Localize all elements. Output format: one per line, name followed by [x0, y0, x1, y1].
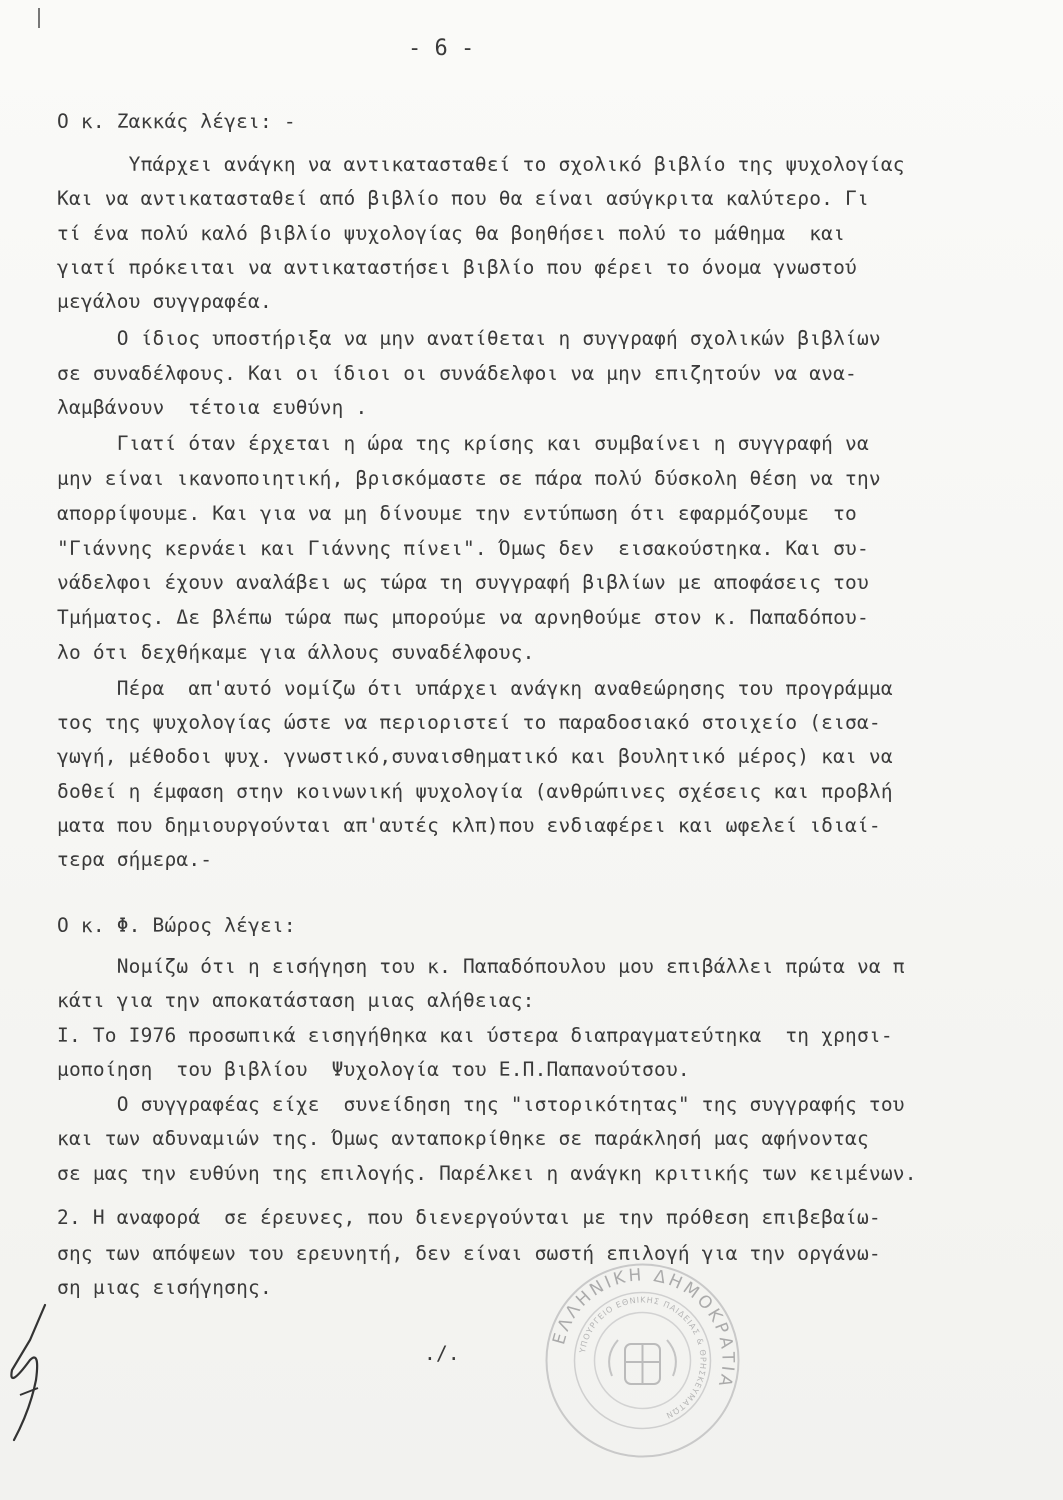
seal-inner-text: ΥΠΟΥΡΓΕΙΟ ΕΘΝΙΚΗΣ ΠΑΙΔΕΙΑΣ & ΘΡΗΣΚΕΥΜΑΤΩΝ — [577, 1295, 708, 1421]
text-line: και των αδυναμιών της. Όμως ανταποκρίθηκε σε παράκλησή μας αφήνοντας — [57, 1127, 869, 1150]
continuation-mark: ./. — [424, 1342, 460, 1365]
text-line: λο ότι δεχθήκαμε για άλλους συναδέλφους. — [57, 641, 535, 664]
seal-outer-text: ΕΛΛΗΝΙΚΗ ΔΗΜΟΚΡΑΤΙΑ — [549, 1265, 738, 1392]
official-seal — [540, 1258, 745, 1463]
text-line: Γιατί όταν έρχεται η ώρα της κρίσης και συμβαίνει η συγγραφή να — [57, 432, 869, 455]
text-line: "Γιάννης κερνάει και Γιάννης πίνει". Όμως δεν εισακούστηκα. Και συ- — [57, 537, 869, 560]
text-line: κάτι για την αποκατάσταση μιας αλήθειας: — [57, 989, 535, 1012]
text-line: τος της ψυχολογίας ώστε να περιοριστεί το παραδοσιακό στοιχείο (εισα- — [57, 711, 881, 734]
text-line: γιατί πρόκειται να αντικαταστήσει βιβλίο που φέρει το όνομα γνωστού — [57, 256, 857, 279]
text-line: τερα σήμερα.- — [57, 848, 213, 871]
text-line: σης των απόψεων του ερευνητή, δεν είναι σωστή επιλογή για την οργάνω- — [57, 1242, 881, 1265]
text-line: μοποίηση του βιβλίου Ψυχολογία του Ε.Π.Παπανούτσου. — [57, 1058, 690, 1081]
text-line: Ο ίδιος υποστήριξα να μην ανατίθεται η συγγραφή σχολικών βιβλίων — [57, 327, 881, 350]
text-line: Ο συγγραφέας είχε συνείδηση της "ιστορικότητας" της συγγραφής του — [57, 1093, 905, 1116]
text-line: δοθεί η έμφαση στην κοινωνική ψυχολογία (ανθρώπινες σχέσεις και προβλή — [57, 780, 893, 803]
text-line: γωγή, μέθοδοι ψυχ. γνωστικό,συναισθηματικό και βουλητικό μέρος) και να — [57, 745, 893, 768]
text-line: απορρίψουμε. Και για να μη δίνουμε την εντύπωση ότι εφαρμόζουμε το — [57, 502, 857, 525]
text-line: ση μιας εισήγησης. — [57, 1276, 272, 1299]
text-line: τί ένα πολύ καλό βιβλίο ψυχολογίας θα βοηθήσει πολύ το μάθημα και — [57, 222, 846, 245]
text-line: Πέρα απ'αυτό νομίζω ότι υπάρχει ανάγκη αναθεώρησης του προγράμμα — [57, 677, 893, 700]
signature — [0, 1300, 60, 1450]
text-line: μεγάλου συγγραφέα. — [57, 290, 272, 313]
text-line: 2. Η αναφορά σε έρευνες, που διενεργούνται με την πρόθεση επιβεβαίω- — [57, 1206, 881, 1229]
text-line: Ο κ. Ζακκάς λέγει: - — [57, 110, 296, 133]
page-number: - 6 - — [408, 36, 475, 61]
text-line: Τμήματος. Δε βλέπω τώρα πως μπορούμε να αρνηθούμε στον κ. Παπαδόπου- — [57, 606, 869, 629]
text-line: σε συναδέλφους. Και οι ίδιοι οι συνάδελφοι να μην επιζητούν να ανα- — [57, 362, 857, 385]
text-line: Υπάρχει ανάγκη να αντικατασταθεί το σχολικό βιβλίο της ψυχολογίας — [57, 153, 905, 176]
text-line: Και να αντικατασταθεί από βιβλίο που θα είναι ασύγκριτα καλύτερο. Γι — [57, 187, 869, 210]
text-line: ματα που δημιουργούνται απ'αυτές κλπ)που ενδιαφέρει και ωφελεί ιδιαί- — [57, 814, 881, 837]
text-line: Νομίζω ότι η εισήγηση του κ. Παπαδόπουλου μου επιβάλλει πρώτα να π — [57, 955, 905, 978]
text-line: μην είναι ικανοποιητική, βρισκόμαστε σε πάρα πολύ δύσκολη θέση να την — [57, 467, 881, 490]
margin-mark — [38, 8, 40, 28]
text-line: σε μας την ευθύνη της επιλογής. Παρέλκει η ανάγκη κριτικής των κειμένων. — [57, 1162, 917, 1185]
text-line: λαμβάνουν τέτοια ευθύνη . — [57, 396, 368, 419]
text-line: νάδελφοι έχουν αναλάβει ως τώρα τη συγγραφή βιβλίων με αποφάσεις του — [57, 571, 869, 594]
text-line: Ο κ. Φ. Βώρος λέγει: — [57, 914, 296, 937]
text-line: Ι. Το Ι976 προσωπικά εισηγήθηκα και ύστερα διαπραγματεύτηκα τη χρησι- — [57, 1024, 893, 1047]
